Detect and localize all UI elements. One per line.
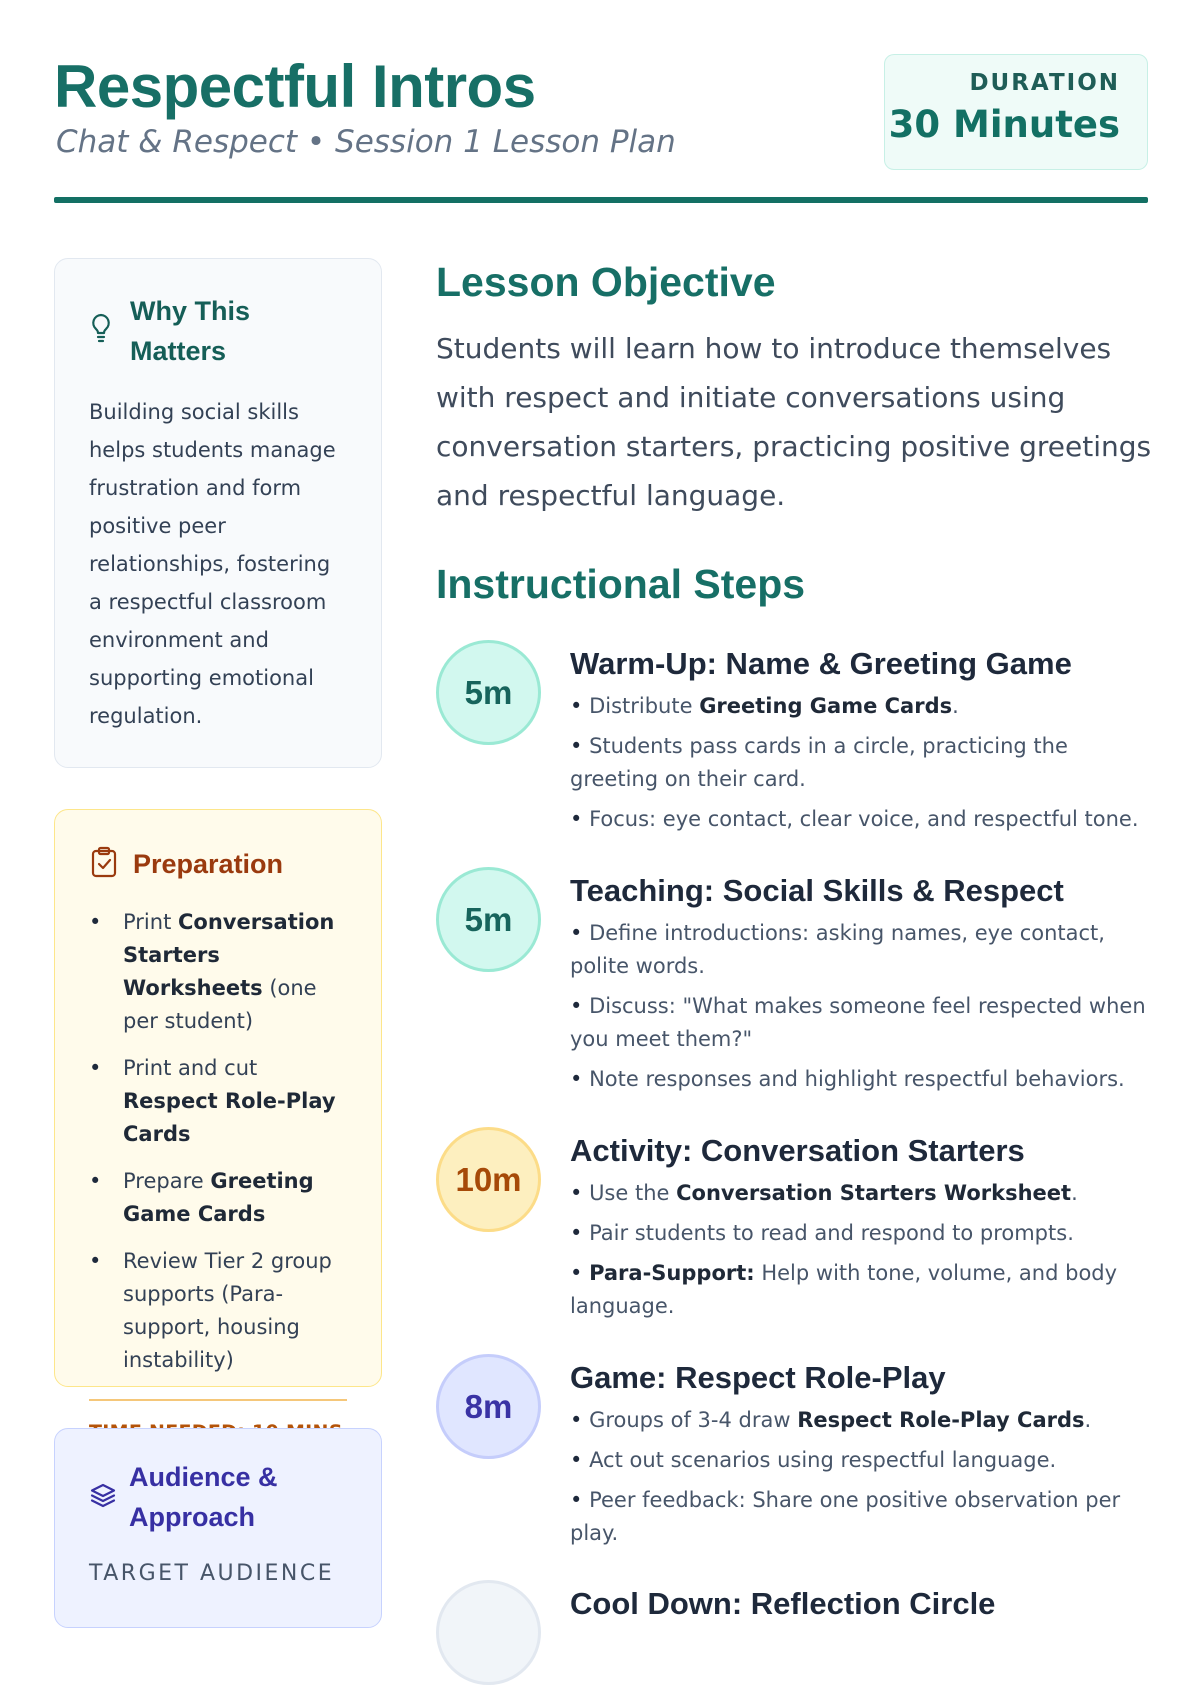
objective-text: Students will learn how to introduce themselves with respect and initiate conversations using conversation starters, practicing positive greetings and respectful language. xyxy=(436,332,1152,512)
list-item: • Define introductions: asking names, eye contact, polite words. xyxy=(570,917,1160,983)
list-item: • Act out scenarios using respectful language. xyxy=(570,1444,1160,1477)
step-time-badge xyxy=(436,1580,541,1685)
clipboard-check-icon xyxy=(89,846,119,882)
duration-value: 30 Minutes xyxy=(888,103,1120,146)
list-item: • Prepare Greeting Game Cards xyxy=(89,1165,347,1231)
preparation-card xyxy=(54,809,382,1387)
step-title: Activity: Conversation Starters xyxy=(570,1133,1025,1168)
step-title: Cool Down: Reflection Circle xyxy=(570,1586,996,1621)
step-time-badge: 5m xyxy=(436,867,541,972)
list-item: • Note responses and highlight respectful behaviors. xyxy=(570,1063,1160,1096)
list-item: • Focus: eye contact, clear voice, and respectful tone. xyxy=(570,803,1160,836)
step-time-badge: 10m xyxy=(436,1127,541,1232)
list-item: • Use the Conversation Starters Worksheet. xyxy=(570,1177,1160,1210)
header-divider xyxy=(54,197,1148,203)
list-item: • Para-Support: Help with tone, volume, and body language. xyxy=(570,1257,1160,1323)
preparation-list xyxy=(89,906,347,1377)
lightbulb-icon xyxy=(89,312,113,350)
list-item: • Print Conversation Starters Worksheets (one per student) xyxy=(89,906,347,1038)
preparation-title: Preparation xyxy=(133,849,284,879)
steps-heading: Instructional Steps xyxy=(436,561,806,607)
list-item: • Discuss: "What makes someone feel respected when you meet them?" xyxy=(570,990,1160,1056)
why-text: Building social skills helps students manage frustration and form positive peer relationships, fostering a respectful classroom environment and supporting emotional regulation. xyxy=(89,400,336,728)
audience-card xyxy=(54,1428,382,1628)
step-title: Warm-Up: Name & Greeting Game xyxy=(570,646,1072,681)
list-item: • Students pass cards in a circle, practicing the greeting on their card. xyxy=(570,730,1160,796)
list-item: • Distribute Greeting Game Cards. xyxy=(570,690,1160,723)
layers-icon xyxy=(89,1481,117,1513)
target-audience-label: TARGET AUDIENCE xyxy=(89,1561,335,1586)
list-item: • Print and cut Respect Role-Play Cards xyxy=(89,1052,347,1151)
objective-heading: Lesson Objective xyxy=(436,259,776,305)
list-item: • Groups of 3-4 draw Respect Role-Play Cards. xyxy=(570,1404,1160,1437)
step-title: Teaching: Social Skills & Respect xyxy=(570,873,1064,908)
preparation-divider xyxy=(89,1399,347,1401)
step-title: Game: Respect Role-Play xyxy=(570,1360,946,1395)
list-item: • Peer feedback: Share one positive observation per play. xyxy=(570,1484,1160,1550)
step-time-badge: 5m xyxy=(436,640,541,745)
duration-badge xyxy=(884,54,1148,170)
why-this-matters-card xyxy=(54,258,382,768)
why-title: Why This Matters xyxy=(130,296,250,366)
list-item: • Pair students to read and respond to prompts. xyxy=(570,1217,1160,1250)
page-subtitle: Chat & Respect • Session 1 Lesson Plan xyxy=(56,124,676,160)
audience-title: Audience & Approach xyxy=(129,1462,278,1532)
list-item: • Review Tier 2 group supports (Para-support, housing instability) xyxy=(89,1245,347,1377)
duration-label: DURATION xyxy=(969,70,1120,96)
page-title: Respectful Intros xyxy=(54,53,536,120)
step-time-badge: 8m xyxy=(436,1354,541,1459)
